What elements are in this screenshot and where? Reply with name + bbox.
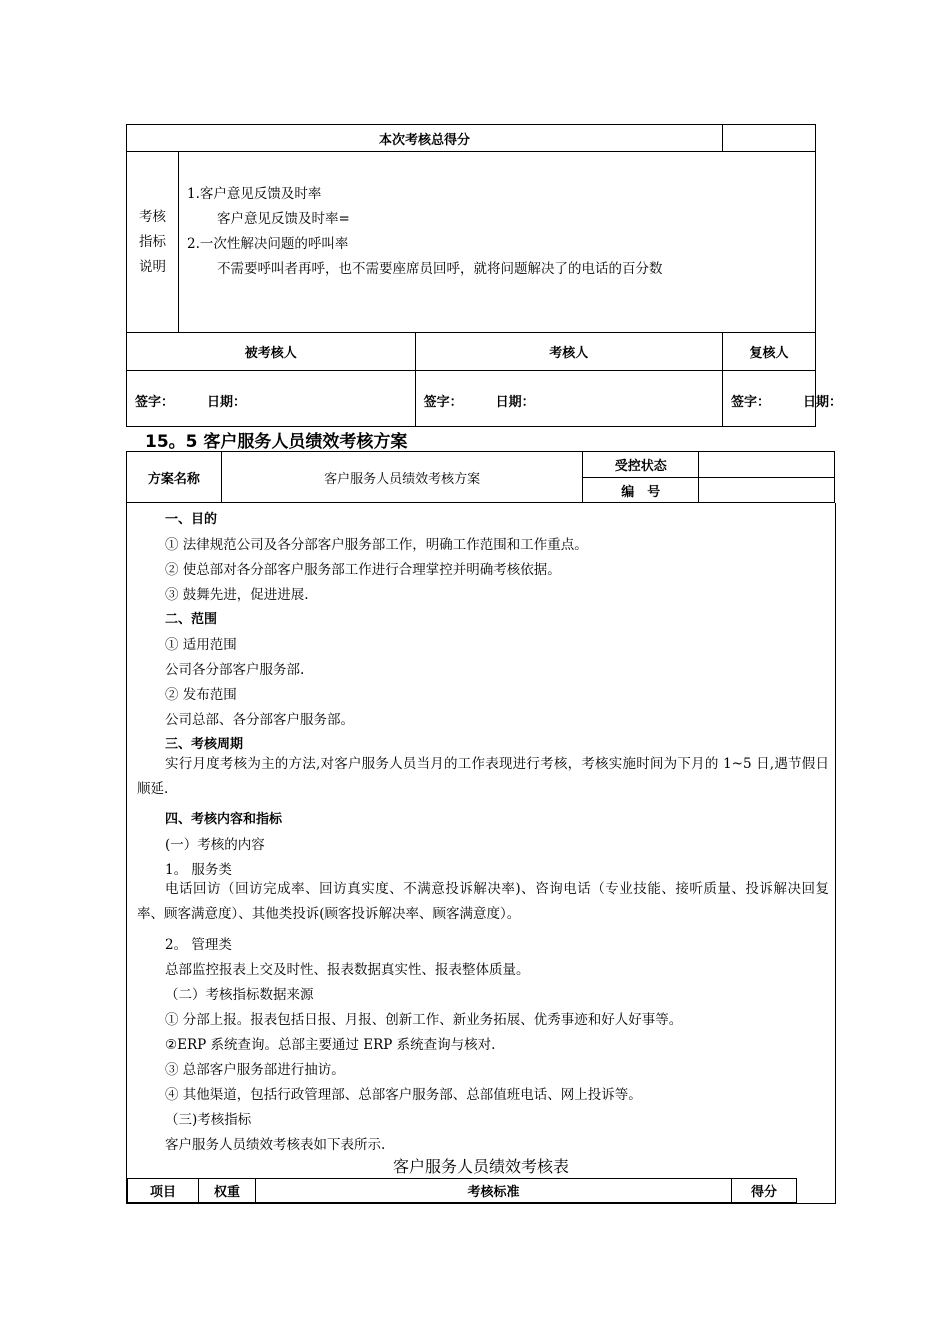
body-paragraph: ② 发布范围 <box>165 687 237 703</box>
body-paragraph: ③ 鼓舞先进，促进进展. <box>165 587 309 603</box>
indicator-label-line: 指标 <box>139 233 166 250</box>
body-paragraph: ① 分部上报。报表包括日报、月报、创新工作、新业务拓展、优秀事迹和好人好事等。 <box>165 1012 683 1028</box>
column-header-score: 得分 <box>732 1179 797 1203</box>
body-paragraph: （二）考核指标数据来源 <box>165 987 314 1003</box>
heading-cycle: 三、考核周期 <box>165 737 244 752</box>
sign-cell-reviewer <box>722 371 842 427</box>
scheme-name-label: 方案名称 <box>127 452 222 503</box>
total-score-value-cell <box>723 125 816 152</box>
body-paragraph: 公司总部、各分部客户服务部。 <box>165 712 354 728</box>
indicator-label-line: 说明 <box>139 258 166 275</box>
body-paragraph: ① 法律规范公司及各分部客户服务部工作，明确工作范围和工作重点。 <box>165 537 588 553</box>
body-paragraph: 公司各分部客户服务部. <box>165 662 305 678</box>
role-assessee: 被考核人 <box>127 333 416 371</box>
body-paragraph: 客户服务人员绩效考核表如下表所示. <box>165 1137 386 1153</box>
controlled-status-value <box>699 452 835 478</box>
sign-label: 签字： <box>730 395 770 410</box>
role-assessor: 考核人 <box>415 333 722 371</box>
indicator-line: 2.一次性解决问题的呼叫率 <box>187 236 349 252</box>
section-heading: 15。5 客户服务人员绩效考核方案 <box>145 432 408 452</box>
date-label: 日期： <box>495 395 535 410</box>
body-paragraph: ③ 总部客户服务部进行抽访。 <box>165 1062 345 1078</box>
body-paragraph: （三)考核指标 <box>165 1112 252 1128</box>
scheme-body <box>126 503 836 1204</box>
sign-cell-assessee <box>127 371 416 427</box>
indicator-line: 客户意见反馈及时率= <box>217 211 350 227</box>
indicator-label-cell <box>127 152 179 333</box>
sign-label: 签字： <box>423 395 463 410</box>
document-number-value <box>699 478 835 503</box>
body-paragraph: ④ 其他渠道，包括行政管理部、总部客户服务部、总部值班电话、网上投诉等。 <box>165 1087 642 1103</box>
column-header-weight: 权重 <box>199 1179 256 1203</box>
column-header-item: 项目 <box>128 1179 199 1203</box>
controlled-status-label: 受控状态 <box>583 452 699 478</box>
indicator-label-line: 考核 <box>139 208 166 225</box>
sign-cell-assessor <box>415 371 722 427</box>
performance-table-caption: 客户服务人员绩效考核表 <box>392 1157 569 1176</box>
body-paragraph-wrapped: 实行月度考核为主的方法,对客户服务人员当月的工作表现进行考核，考核实施时间为下月的 1~5 日,遇节假日顺延. <box>137 756 829 797</box>
total-score-label: 本次考核总得分 <box>127 125 723 152</box>
body-paragraph: 总部监控报表上交及时性、报表数据真实性、报表整体质量。 <box>165 962 530 978</box>
column-header-criteria: 考核标准 <box>256 1179 732 1203</box>
heading-scope: 二、范围 <box>165 612 218 627</box>
document-number-label: 编 号 <box>583 478 699 503</box>
date-label: 日期： <box>802 395 842 410</box>
heading-content-indicators: 四、考核内容和指标 <box>165 812 283 827</box>
body-paragraph: 1。 服务类 <box>165 862 232 878</box>
body-paragraph-wrapped: 电话回访（回访完成率、回访真实度、不满意投诉解决率)、咨询电话（专业技能、接听质量、投诉解决回复率、顾客满意度）、其他类投诉(顾客投诉解决率、顾客满意度）。 <box>137 881 829 922</box>
indicator-line: 1.客户意见反馈及时率 <box>187 186 322 202</box>
indicator-line: 不需要呼叫者再呼，也不需要座席员回呼，就将问题解决了的电话的百分数 <box>217 261 663 277</box>
performance-table <box>127 1178 797 1203</box>
role-reviewer: 复核人 <box>722 333 815 371</box>
scheme-header-table <box>126 451 835 503</box>
body-paragraph: 2。 管理类 <box>165 937 232 953</box>
body-paragraph: ②ERP 系统查询。总部主要通过 ERP 系统查询与核对. <box>165 1037 496 1053</box>
scheme-name-value: 客户服务人员绩效考核方案 <box>221 452 582 503</box>
heading-purpose: 一、目的 <box>165 512 218 527</box>
indicator-description-cell <box>179 152 816 333</box>
assessment-summary-table <box>126 124 842 427</box>
date-label: 日期： <box>207 395 247 410</box>
body-paragraph: ① 适用范围 <box>165 637 237 653</box>
body-paragraph: ② 使总部对各分部客户服务部工作进行合理掌控并明确考核依据。 <box>165 562 561 578</box>
body-paragraph: (一）考核的内容 <box>165 837 265 853</box>
sign-label: 签字： <box>135 395 175 410</box>
